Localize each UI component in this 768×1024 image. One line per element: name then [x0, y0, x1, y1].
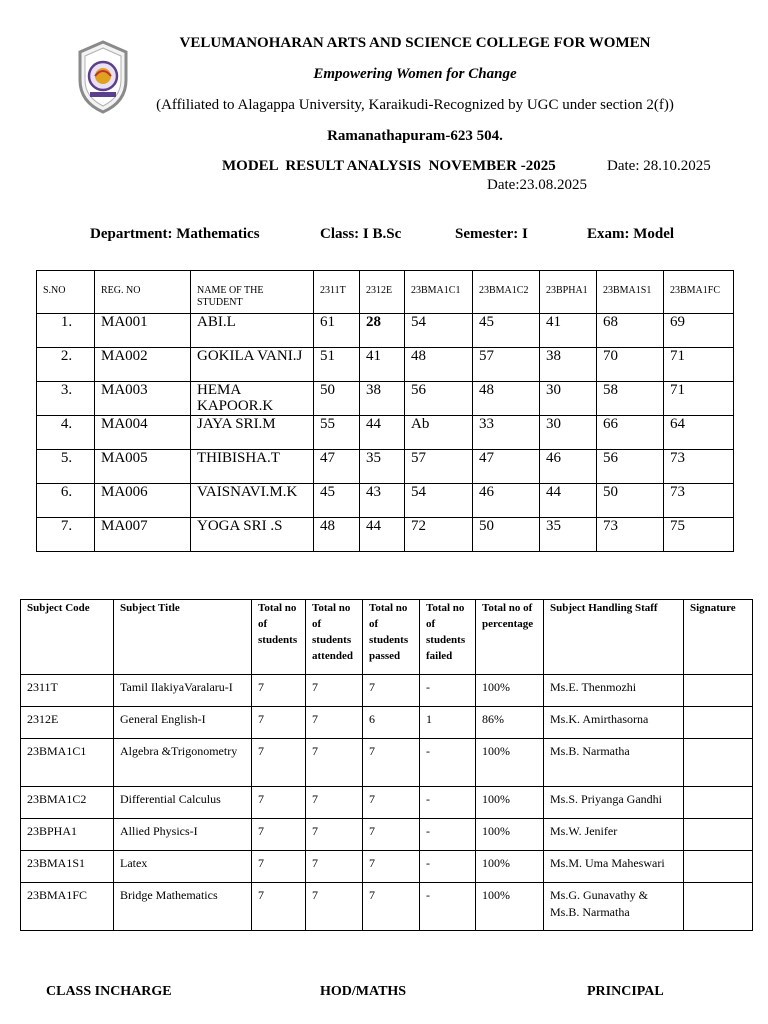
class-label: Class: I B.Sc	[320, 226, 402, 242]
marks-cell: 41	[360, 348, 405, 382]
subject-cell: Ms.W. Jenifer	[544, 819, 684, 851]
marks-cell: Ab	[405, 416, 473, 450]
subject-cell: 7	[306, 707, 363, 739]
marks-cell: 7.	[37, 518, 95, 552]
subject-cell: -	[420, 819, 476, 851]
signature-cell	[684, 787, 753, 819]
exam-label: Exam: Model	[587, 226, 675, 242]
student-row	[37, 416, 734, 450]
subject-cell: 6	[363, 707, 420, 739]
marks-cell: 30	[540, 382, 597, 416]
marks-cell: YOGA SRI .S	[191, 518, 314, 552]
class-incharge-signature-label: CLASS INCHARGE	[46, 984, 172, 999]
marks-cell: 54	[405, 314, 473, 348]
marks-cell: 38	[360, 382, 405, 416]
subject-cell: -	[420, 851, 476, 883]
subject-cell: 86%	[476, 707, 544, 739]
subject-cell: 23BMA1C1	[21, 739, 114, 787]
marks-cell: 66	[597, 416, 664, 450]
marks-cell: 64	[664, 416, 734, 450]
subject-row	[21, 707, 753, 739]
semester-label: Semester: I	[455, 226, 528, 242]
subject-cell: Differential Calculus	[114, 787, 252, 819]
subject-cell: 7	[363, 675, 420, 707]
college-location: Ramanathapuram-623 504.	[327, 128, 503, 144]
marks-cell: 5.	[37, 450, 95, 484]
subject-header-row	[21, 600, 753, 675]
student-row	[37, 484, 734, 518]
marks-cell: 69	[664, 314, 734, 348]
student-row	[37, 382, 734, 416]
marks-cell: 1.	[37, 314, 95, 348]
marks-cell: 71	[664, 382, 734, 416]
student-row	[37, 348, 734, 382]
subject-row	[21, 851, 753, 883]
marks-cell: 44	[360, 518, 405, 552]
subject-cell: 2312E	[21, 707, 114, 739]
marks-cell: 47	[314, 450, 360, 484]
marks-cell: MA005	[95, 450, 191, 484]
affiliation-text: (Affiliated to Alagappa University, Karaikudi-Recognized by UGC under section 2(f))	[156, 97, 674, 113]
subject-cell: 7	[363, 819, 420, 851]
marks-cell: 71	[664, 348, 734, 382]
marks-cell: 51	[314, 348, 360, 382]
marks-cell: 41	[540, 314, 597, 348]
subject-header-cell: Subject Code	[21, 600, 114, 675]
marks-cell: MA007	[95, 518, 191, 552]
subject-cell: Algebra &Trigonometry	[114, 739, 252, 787]
marks-header-row	[37, 271, 734, 314]
marks-cell: 38	[540, 348, 597, 382]
subject-cell: 23BMA1S1	[21, 851, 114, 883]
marks-cell: 45	[473, 314, 540, 348]
marks-cell: ABI.L	[191, 314, 314, 348]
subject-cell: -	[420, 675, 476, 707]
signature-cell	[684, 883, 753, 931]
subject-cell: 7	[252, 787, 306, 819]
marks-cell: 43	[360, 484, 405, 518]
subject-cell: 7	[363, 787, 420, 819]
marks-cell: 44	[540, 484, 597, 518]
subject-cell: 7	[363, 883, 420, 931]
marks-cell: 35	[540, 518, 597, 552]
marks-header-cell: 2312E	[360, 271, 405, 314]
date-secondary: Date:23.08.2025	[487, 177, 587, 193]
marks-cell: 6.	[37, 484, 95, 518]
college-tagline: Empowering Women for Change	[313, 66, 517, 82]
subject-cell: 7	[252, 883, 306, 931]
marks-cell: 48	[314, 518, 360, 552]
subject-header-cell: Signature	[684, 600, 753, 675]
marks-header-cell: 23BMA1C1	[405, 271, 473, 314]
subject-cell: 23BPHA1	[21, 819, 114, 851]
analysis-title: MODEL RESULT ANALYSIS NOVEMBER -2025	[222, 158, 556, 174]
marks-cell: 48	[473, 382, 540, 416]
marks-cell: MA002	[95, 348, 191, 382]
marks-cell: 70	[597, 348, 664, 382]
subject-cell: General English-I	[114, 707, 252, 739]
signature-cell	[684, 675, 753, 707]
marks-cell: MA004	[95, 416, 191, 450]
marks-header-cell: 2311T	[314, 271, 360, 314]
subject-cell: 100%	[476, 739, 544, 787]
marks-cell: HEMA KAPOOR.K	[191, 382, 314, 416]
signature-cell	[684, 739, 753, 787]
subject-cell: Ms.B. Narmatha	[544, 739, 684, 787]
marks-cell: 50	[597, 484, 664, 518]
marks-header-cell: NAME OF THE STUDENT	[191, 271, 314, 314]
marks-header-cell: 23BMA1FC	[664, 271, 734, 314]
subject-cell: Tamil IlakiyaVaralaru-I	[114, 675, 252, 707]
subject-cell: 1	[420, 707, 476, 739]
subject-row	[21, 739, 753, 787]
subject-cell: 7	[306, 819, 363, 851]
hod-signature-label: HOD/MATHS	[320, 984, 407, 999]
marks-cell: THIBISHA.T	[191, 450, 314, 484]
marks-cell: 35	[360, 450, 405, 484]
department-label: Department: Mathematics	[90, 226, 260, 242]
subject-cell: 7	[306, 787, 363, 819]
marks-cell: MA001	[95, 314, 191, 348]
subject-cell: Allied Physics-I	[114, 819, 252, 851]
subject-cell: -	[420, 787, 476, 819]
subject-header-cell: Total no of students passed	[363, 600, 420, 675]
marks-cell: 46	[540, 450, 597, 484]
marks-cell: 61	[314, 314, 360, 348]
marks-table	[36, 270, 734, 552]
principal-signature-label: PRINCIPAL	[587, 984, 664, 999]
subject-cell: 7	[306, 883, 363, 931]
signature-cell	[684, 819, 753, 851]
marks-cell: 48	[405, 348, 473, 382]
marks-cell: 47	[473, 450, 540, 484]
subject-cell: 7	[252, 675, 306, 707]
subject-cell: 23BMA1FC	[21, 883, 114, 931]
marks-cell: MA003	[95, 382, 191, 416]
subject-row	[21, 675, 753, 707]
marks-header-cell: REG. NO	[95, 271, 191, 314]
marks-cell: 2.	[37, 348, 95, 382]
subject-cell: 7	[252, 819, 306, 851]
subject-header-cell: Total no of students failed	[420, 600, 476, 675]
subject-cell: 7	[306, 739, 363, 787]
subject-row	[21, 819, 753, 851]
marks-cell: GOKILA VANI.J	[191, 348, 314, 382]
marks-cell: VAISNAVI.M.K	[191, 484, 314, 518]
subject-cell: 100%	[476, 883, 544, 931]
marks-cell: 73	[664, 450, 734, 484]
subject-cell: Ms.M. Uma Maheswari	[544, 851, 684, 883]
subject-cell: 7	[306, 675, 363, 707]
subject-cell: 7	[252, 707, 306, 739]
signature-cell	[684, 851, 753, 883]
marks-cell: MA006	[95, 484, 191, 518]
subject-header-cell: Total no of percentage	[476, 600, 544, 675]
subject-cell: Ms.E. Thenmozhi	[544, 675, 684, 707]
subject-cell: 7	[363, 739, 420, 787]
student-row	[37, 518, 734, 552]
marks-cell: 58	[597, 382, 664, 416]
subject-cell: 100%	[476, 851, 544, 883]
subject-cell: 100%	[476, 675, 544, 707]
college-name: VELUMANOHARAN ARTS AND SCIENCE COLLEGE FOR WOMEN	[179, 35, 651, 51]
marks-cell: 3.	[37, 382, 95, 416]
subject-cell: 7	[252, 739, 306, 787]
marks-cell: 75	[664, 518, 734, 552]
subject-analysis-table	[20, 599, 753, 931]
subject-row	[21, 883, 753, 931]
marks-cell: 44	[360, 416, 405, 450]
marks-cell: 45	[314, 484, 360, 518]
marks-cell: 57	[473, 348, 540, 382]
marks-cell: 56	[405, 382, 473, 416]
marks-cell: 56	[597, 450, 664, 484]
marks-cell: 30	[540, 416, 597, 450]
subject-cell: -	[420, 883, 476, 931]
subject-cell: 100%	[476, 787, 544, 819]
marks-cell: 28	[360, 314, 405, 348]
marks-cell: 72	[405, 518, 473, 552]
subject-cell: 7	[252, 851, 306, 883]
subject-header-cell: Subject Handling Staff	[544, 600, 684, 675]
marks-cell: 54	[405, 484, 473, 518]
subject-header-cell: Total no of students attended	[306, 600, 363, 675]
marks-cell: 50	[473, 518, 540, 552]
marks-header-cell: 23BMA1S1	[597, 271, 664, 314]
subject-cell: Bridge Mathematics	[114, 883, 252, 931]
marks-cell: 73	[664, 484, 734, 518]
marks-cell: 46	[473, 484, 540, 518]
marks-cell: 50	[314, 382, 360, 416]
subject-cell: Ms.G. Gunavathy & Ms.B. Narmatha	[544, 883, 684, 931]
marks-cell: 57	[405, 450, 473, 484]
student-row	[37, 450, 734, 484]
subject-cell: -	[420, 739, 476, 787]
subject-cell: Ms.S. Priyanga Gandhi	[544, 787, 684, 819]
marks-header-cell: 23BMA1C2	[473, 271, 540, 314]
marks-cell: 33	[473, 416, 540, 450]
marks-cell: 68	[597, 314, 664, 348]
marks-header-cell: S.NO	[37, 271, 95, 314]
subject-cell: Latex	[114, 851, 252, 883]
marks-cell: JAYA SRI.M	[191, 416, 314, 450]
subject-cell: 7	[306, 851, 363, 883]
date-primary: Date: 28.10.2025	[607, 158, 711, 174]
subject-cell: 2311T	[21, 675, 114, 707]
marks-cell: 55	[314, 416, 360, 450]
subject-cell: 23BMA1C2	[21, 787, 114, 819]
subject-header-cell: Total no of students	[252, 600, 306, 675]
subject-header-cell: Subject Title	[114, 600, 252, 675]
subject-row	[21, 787, 753, 819]
subject-cell: Ms.K. Amirthasorna	[544, 707, 684, 739]
signature-cell	[684, 707, 753, 739]
marks-header-cell: 23BPHA1	[540, 271, 597, 314]
subject-cell: 100%	[476, 819, 544, 851]
marks-cell: 73	[597, 518, 664, 552]
marks-cell: 4.	[37, 416, 95, 450]
subject-cell: 7	[363, 851, 420, 883]
student-row	[37, 314, 734, 348]
